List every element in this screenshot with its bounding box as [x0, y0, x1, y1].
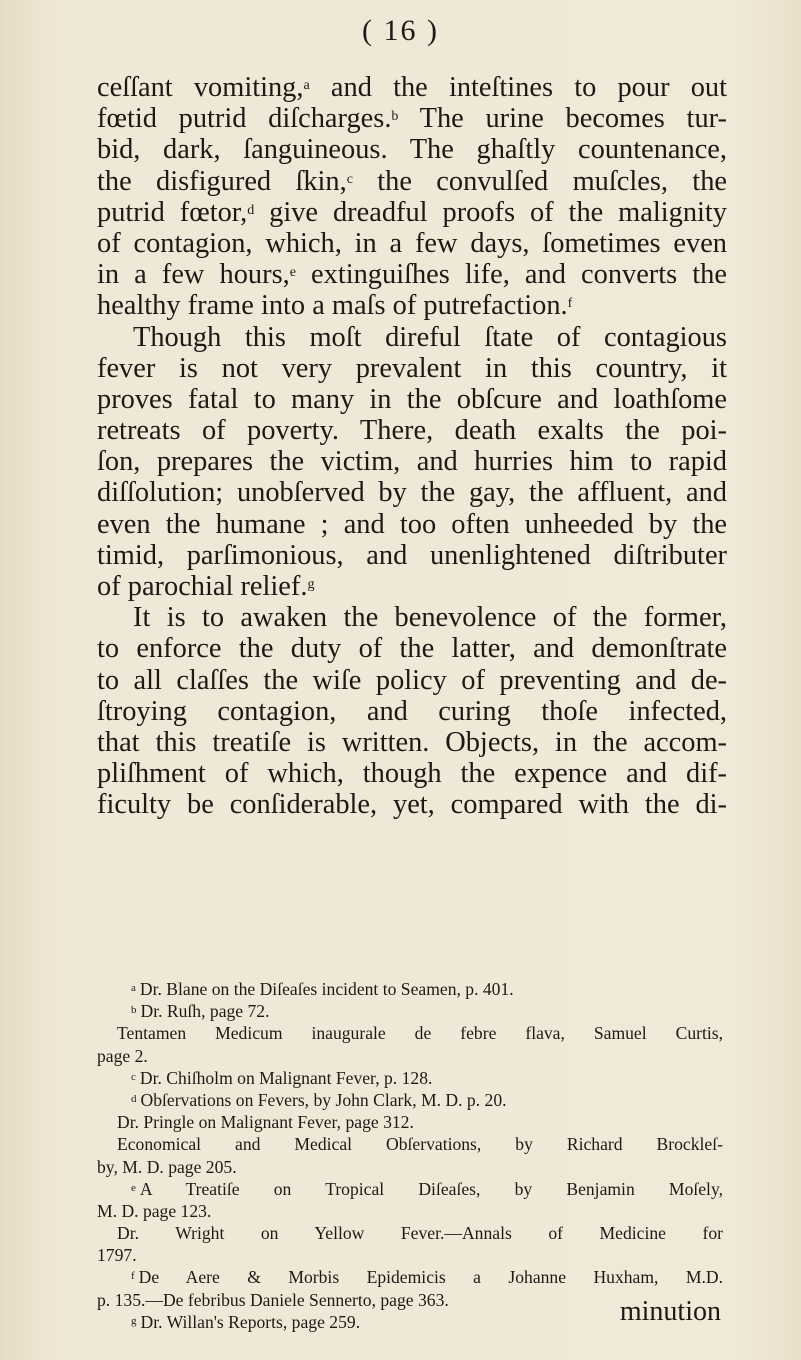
footnote-line: $^b$ Dr. Ruſh, page 72. [131, 1001, 270, 1022]
footnote-ref: a [303, 78, 310, 93]
text-line: fœtid putrid diſcharges.$^b$ The urine becomes tur- [97, 103, 727, 135]
footnote-mark: b [131, 1004, 137, 1017]
footnote-mark: g [131, 1314, 137, 1327]
footnote-mark: d [131, 1092, 137, 1105]
footnote-line: Dr. Pringle on Malignant Fever, page 312. [117, 1112, 414, 1133]
footnote-line: M. D. page 123. [97, 1200, 212, 1221]
text-line: healthy frame into a maſs of putrefaction.$^f$ [97, 290, 573, 322]
footnote-line: by, M. D. page 205. [97, 1156, 237, 1177]
text-line: ceſſant vomiting,$^a$ and the inteſtines to pour out [97, 72, 727, 103]
text-line: fever is not very prevalent in this country, it [97, 352, 727, 384]
footnote-mark: f [131, 1270, 135, 1283]
text-line: bid, dark, ſanguineous. The ghaſtly countenance, [97, 134, 727, 166]
footnote-line: page 2. [97, 1045, 148, 1066]
text-line: ſon, prepares the victim, and hurries him to rapid [97, 446, 727, 478]
footnote-line: $^d$ Obſervations on Fevers, by John Clark, M. D. p. 20. [131, 1089, 507, 1110]
catchword: minution [619, 1296, 721, 1327]
text-line: of contagion, which, in a few days, ſometimes even [97, 227, 727, 259]
text-line: in a few hours,$^e$ extinguiſhes life, and converts the [97, 259, 727, 291]
text-line: ficulty be conſiderable, yet, compared with the di- [97, 789, 727, 821]
footnote-line: Economical and Medical Obſervations, by Richard Brockleſ- [117, 1134, 723, 1155]
footnote-ref: d [247, 202, 255, 218]
text-line: ſtroying contagion, and curing thoſe infected, [97, 695, 727, 727]
text-line: to all claſſes the wiſe policy of preventing and de- [97, 664, 727, 696]
text-line: of parochial relief.$^g$ [97, 571, 315, 602]
footnote-line: $^e$ A Treatiſe on Tropical Diſeaſes, by Benjamin Moſely, [131, 1178, 723, 1199]
text-line: retreats of poverty. There, death exalts the poi- [97, 415, 727, 447]
footnote-line: p. 135.—De febribus Daniele Sennerto, page 363. [97, 1289, 449, 1310]
text-line: even the humane ; and too often unheeded by the [97, 508, 727, 540]
footnote-line: $^g$ Dr. Willan's Reports, page 259. [131, 1311, 361, 1332]
text-line: that this treatiſe is written. Objects, in the accom- [97, 726, 727, 758]
text-line: to enforce the duty of the latter, and demonſtrate [97, 633, 727, 665]
text-line: pliſhment of which, though the expence and dif- [97, 758, 727, 790]
footnote-line: $^f$ De Aere & Morbis Epidemicis a Johanne Huxham, M.D. [131, 1267, 723, 1288]
footnote-line: Dr. Wright on Yellow Fever.—Annals of Medicine for [117, 1223, 723, 1244]
footnote-ref: b [391, 109, 399, 125]
footnote-line: $^c$ Dr. Chiſholm on Malignant Fever, p. 128. [131, 1067, 433, 1088]
footnote-mark: e [131, 1181, 136, 1194]
text-line: putrid fœtor,$^d$ give dreadful proofs of the malignity [97, 196, 728, 228]
text-line: Though this moſt direful ſtate of contagious [133, 321, 727, 353]
footnote-line: Tentamen Medicum inaugurale de febre flava, Samuel Curtis, [117, 1023, 723, 1044]
footnote-ref: c [346, 171, 353, 187]
footnotes [97, 978, 723, 1333]
footnote-mark: c [131, 1070, 136, 1083]
text-line: timid, parſimonious, and unenlightened diſtributer [97, 539, 727, 571]
footnote-ref: g [307, 577, 315, 592]
text-line: diſſolution; unobſerved by the gay, the affluent, and [97, 477, 727, 509]
footnote-line: $^a$ Dr. Blane on the Diſeaſes incident to Seamen, p. 401. [131, 979, 514, 999]
footnote-mark: a [131, 982, 136, 994]
footnote-ref: e [289, 265, 296, 281]
footnote-line: 1797. [97, 1245, 137, 1266]
text-line: proves fatal to many in the obſcure and loathſome [97, 383, 727, 415]
text-line: It is to awaken the benevolence of the former, [133, 602, 727, 634]
main-text-body [97, 72, 727, 821]
footnote-ref: f [567, 296, 573, 312]
page-number: ( 16 ) [362, 14, 439, 47]
text-line: the disfigured ſkin,$^c$ the convulſed muſcles, the [97, 165, 727, 197]
